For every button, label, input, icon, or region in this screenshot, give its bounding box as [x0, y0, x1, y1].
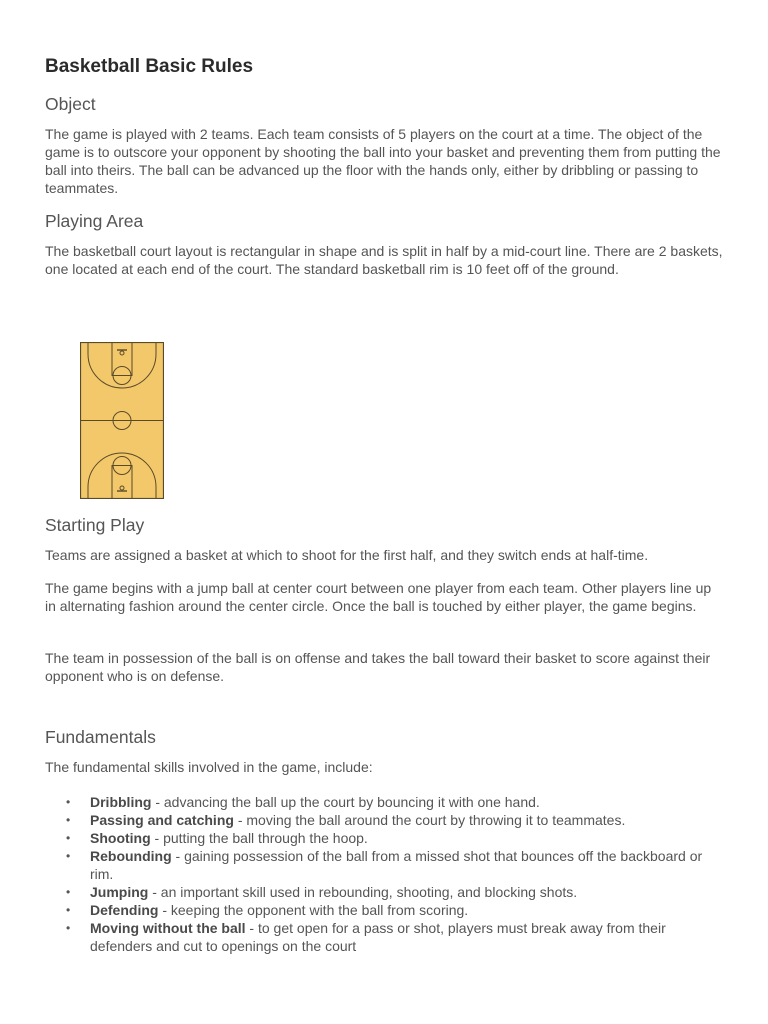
skill-description: - advancing the ball up the court by bouncing it with one hand. [151, 794, 540, 810]
page-title: Basketball Basic Rules [45, 56, 254, 77]
skill-description: - an important skill used in rebounding, shooting, and blocking shots. [148, 884, 578, 900]
playing-area-paragraph: The basketball court layout is rectangular in shape and is split in half by a mid-court line. There are 2 baskets, one located at each end of the court. The standard basketball rim is 10 feet off of the ground. [45, 243, 723, 277]
section-heading-fundamentals: Fundamentals [45, 727, 156, 747]
object-paragraph: The game is played with 2 teams. Each team consists of 5 players on the court at a time. The object of the game is to outscore your opponent by shooting the ball into your basket and preventing them from putting the ball into theirs. The ball can be advanced up the floor with the hands only, either by dribbling or passing to teammates. [45, 126, 721, 196]
court-svg [80, 342, 164, 499]
list-item [45, 811, 725, 829]
list-item [45, 919, 725, 955]
skill-description: - keeping the opponent with the ball from scoring. [158, 902, 469, 918]
bullet-icon: • [66, 813, 71, 827]
list-item [45, 883, 725, 901]
skill-description: - moving the ball around the court by throwing it to teammates. [233, 812, 626, 828]
bullet-icon: • [66, 795, 71, 809]
list-item [45, 829, 725, 847]
starting-play-paragraph-3: The team in possession of the ball is on offense and takes the ball toward their basket to score against their opponent who is on defense. [45, 650, 711, 684]
bullet-icon: • [66, 849, 71, 863]
skill-description: - gaining possession of the ball from a missed shot that bounces off the backboard or rim. [90, 848, 703, 882]
section-heading-starting-play: Starting Play [45, 515, 145, 535]
skill-term: Jumping [90, 884, 149, 900]
list-item [45, 847, 725, 883]
basketball-court-diagram [80, 342, 164, 499]
fundamental-skills-list [45, 793, 725, 955]
skill-term: Dribbling [90, 794, 152, 810]
bullet-icon: • [66, 921, 71, 935]
skill-term: Defending [90, 902, 159, 918]
bullet-icon: • [66, 885, 71, 899]
fundamentals-intro: The fundamental skills involved in the game, include: [45, 759, 373, 775]
skill-description: - putting the ball through the hoop. [150, 830, 368, 846]
section-heading-playing-area: Playing Area [45, 211, 144, 231]
list-item [45, 901, 725, 919]
bullet-icon: • [66, 903, 71, 917]
skill-term: Shooting [90, 830, 151, 846]
skill-description: - to get open for a pass or shot, players must break away from their defenders and cut to openings on the court [90, 920, 666, 954]
starting-play-paragraph-2: The game begins with a jump ball at center court between one player from each team. Other players line up in alternating fashion around the center circle. Once the ball is touched by either player, the game begins. [45, 580, 712, 614]
bullet-icon: • [66, 831, 71, 845]
skill-term: Moving without the ball [90, 920, 246, 936]
section-heading-object: Object [45, 94, 96, 114]
list-item [45, 793, 725, 811]
starting-play-paragraph-1: Teams are assigned a basket at which to shoot for the first half, and they switch ends at half-time. [45, 547, 649, 563]
skill-term: Rebounding [90, 848, 172, 864]
skill-term: Passing and catching [90, 812, 234, 828]
